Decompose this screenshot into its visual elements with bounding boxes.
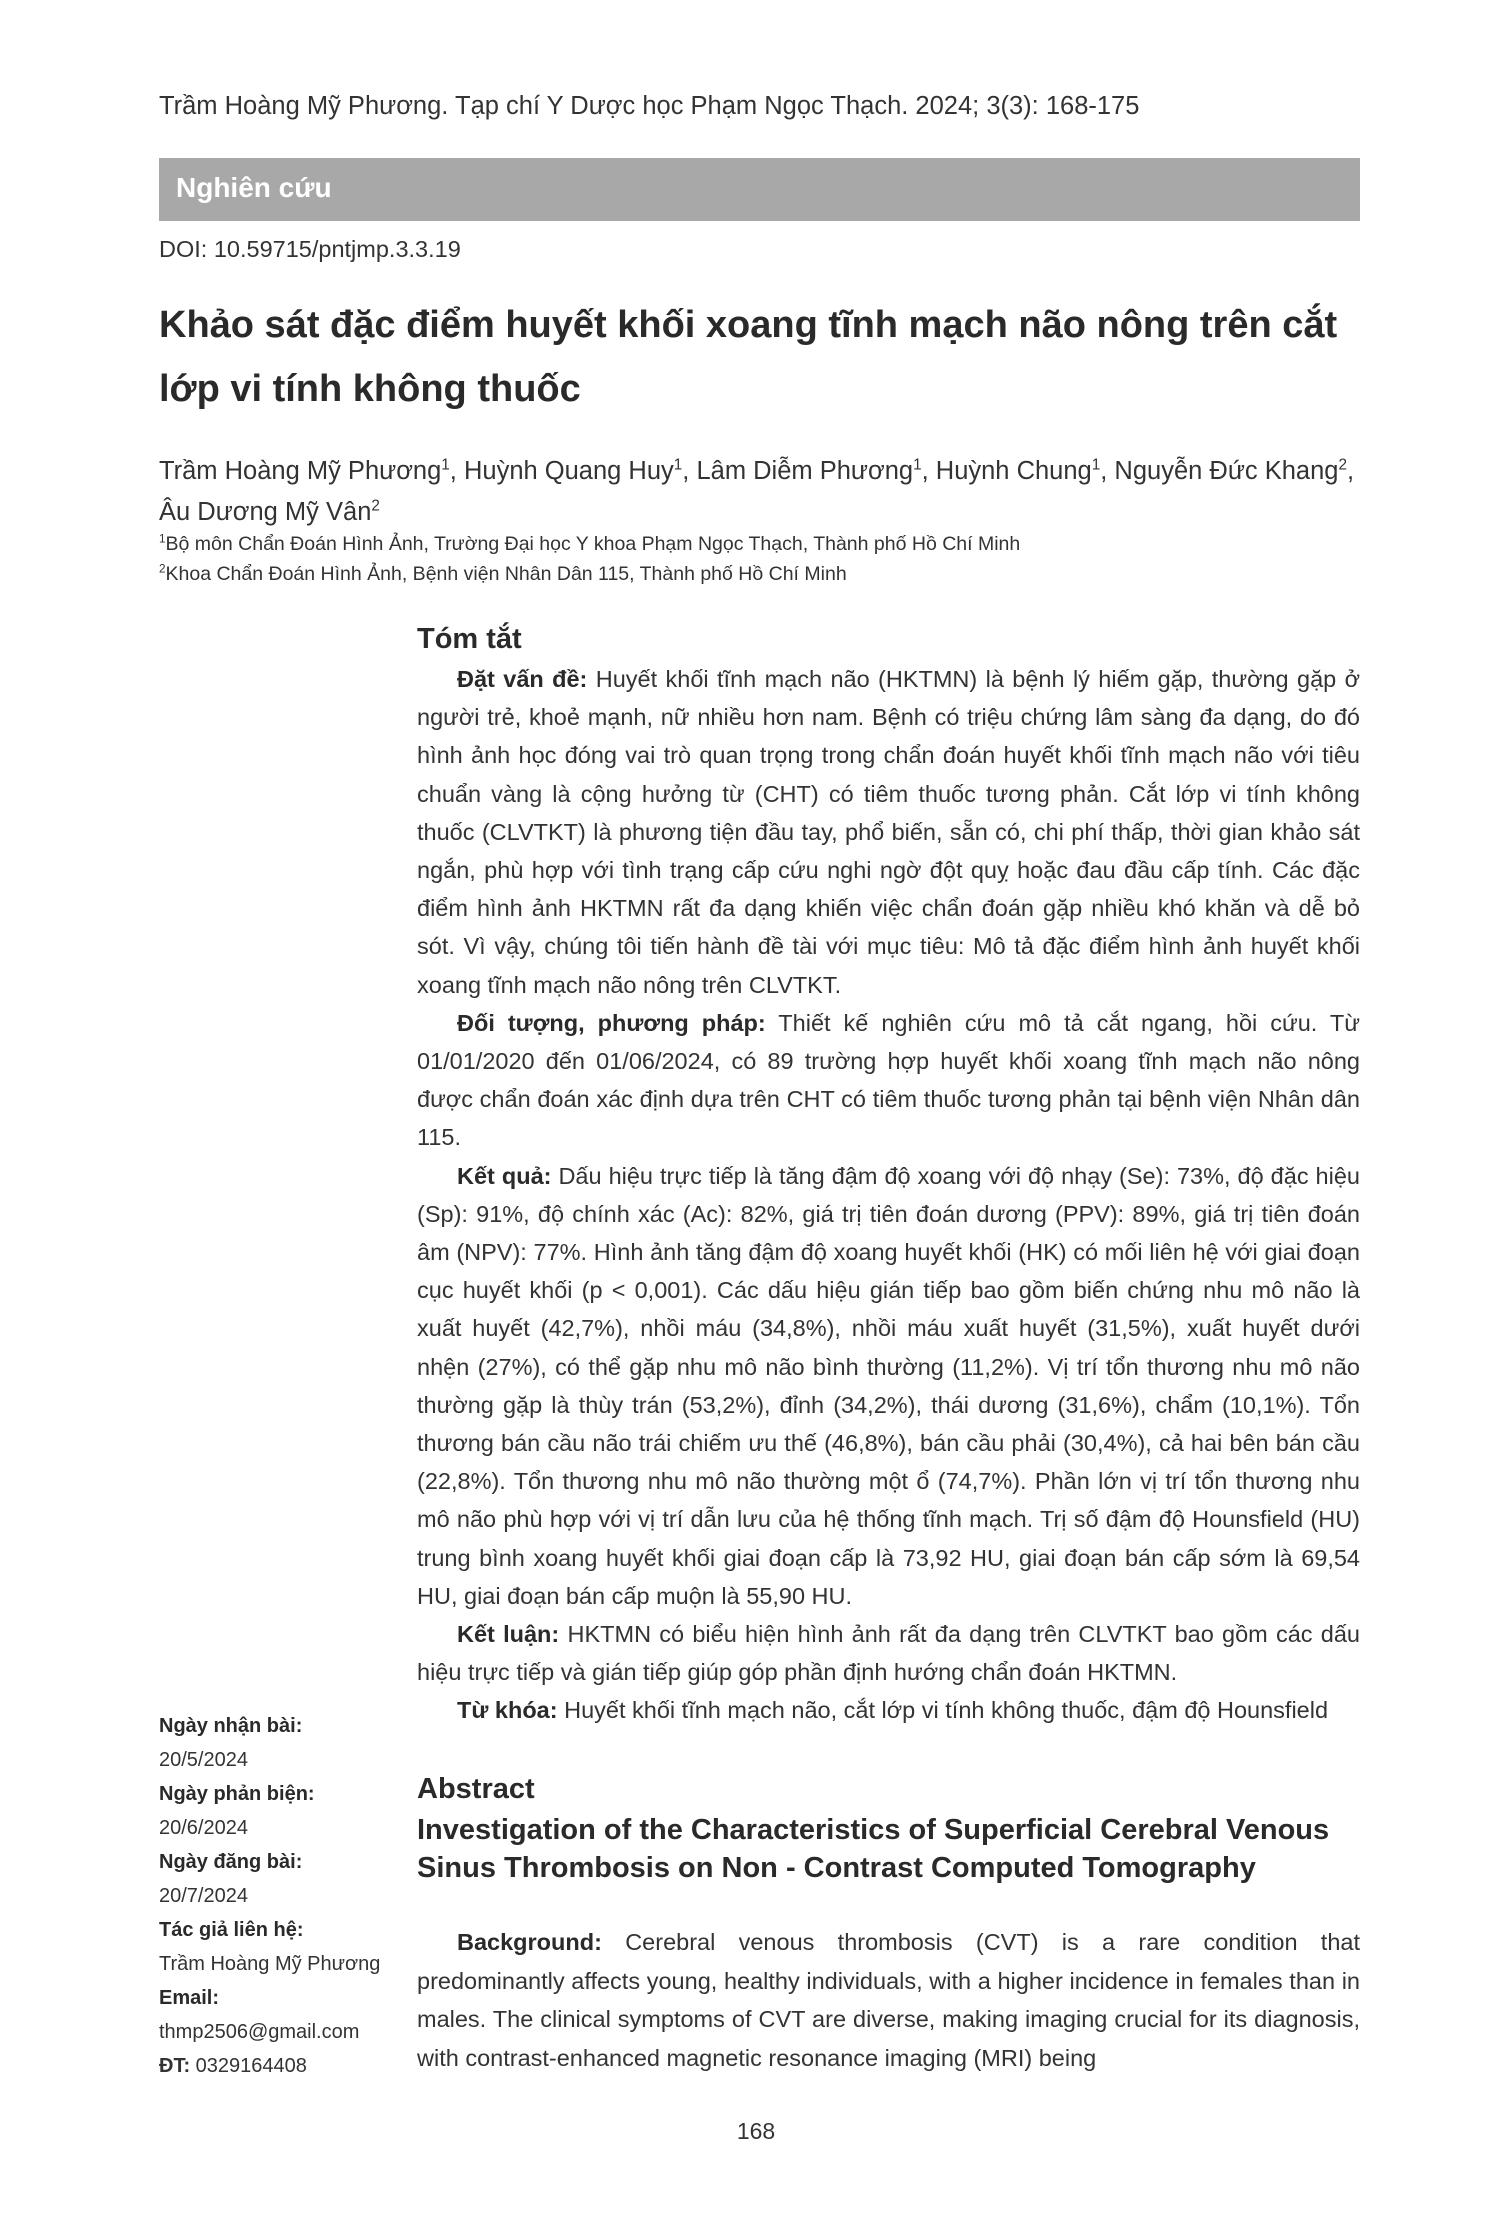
summary-paragraph: Kết quả: Dấu hiệu trực tiếp là tăng đậm độ xoang với độ nhạy (Se): 73%, độ đặc hiệu (Sp): 91%, độ chính xác (Ac): 82%, giá trị tiên đoán dương (PPV): 89%, giá trị tiên đoán âm (NPV): 77%. Hình ảnh tăng đậm độ xoang huyết khối (HK) có mối liên hệ với giai đoạn cục huyết khối (p < 0,001). Các dấu hiệu gián tiếp bao gồm biến chứng nhu mô não là xuất huyết (42,7%), nhồi máu (34,8%), nhồi máu xuất huyết (31,5%), xuất huyết dưới nhện (27%), có thể gặp nhu mô não bình thường (11,2%). Vị trí tổn thương nhu mô não thường gặp là thùy trán (53,2%), đỉnh (34,2%), thái dương (31,6%), chẩm (10,1%). Tổn thương bán cầu não trái chiếm ưu thế (46,8%), bán cầu phải (30,4%), cả hai bên bán cầu (22,8%). Tổn thương nhu mô não thường một ổ (74,7%). Phần lớn vị trí tổn thương nhu mô não phù hợp với vị trí dẫn lưu của hệ thống tĩnh mạch. Trị số đậm độ Hounsfield (HU) trung bình xoang huyết khối giai đoạn cấp là 73,92 HU, giai đoạn bán cấp sớm là 69,54 HU, giai đoạn bán cấp muộn là 55,90 HU. [417,1162,1360,1609]
summary-paragraph: Đối tượng, phương pháp: Thiết kế nghiên cứu mô tả cắt ngang, hồi cứu. Từ 01/01/2020 đến 01/06/2024, có 89 trường hợp huyết khối xoang tĩnh mạch não nông được chẩn đoán xác định dựa trên CHT có tiêm thuốc tương phản tại bệnh viện Nhân dân 115. [417,1009,1360,1151]
keywords: Từ khóa: Huyết khối tĩnh mạch não, cắt lớp vi tính không thuốc, đậm độ Hounsfield [457,1697,1329,1724]
abstract-heading: Abstract [417,1773,535,1805]
abstract-body [417,1923,1360,2077]
author: Huỳnh Chung$^1$, [935,456,1115,485]
phone-number: 0329164408 [195,2055,307,2077]
author: Âu Dương Mỹ Vân$^2$ [159,497,380,526]
phone-line [159,2049,409,2083]
email-label: Email: [159,1987,220,2009]
affiliation: $^1$Bộ môn Chẩn Đoán Hình Ảnh, Trường Đại học Y khoa Phạm Ngọc Thạch, Thành phố Hồ Chí Minh [159,532,1021,555]
phone-label: ĐT: [159,2055,191,2077]
reviewed-date: 20/6/2024 [159,1817,248,1839]
summary-heading: Tóm tắt [417,623,522,655]
article-title: Khảo sát đặc điểm huyết khối xoang tĩnh mạch não nông trên cắt lớp vi tính không thuốc [159,304,1338,410]
author: Huỳnh Quang Huy$^1$, [463,456,697,485]
published-label: Ngày đăng bài: [159,1851,303,1873]
section-band [159,158,1360,221]
received-label: Ngày nhận bài: [159,1715,303,1737]
summary-paragraph: Kết luận: HKTMN có biểu hiện hình ảnh rất đa dạng trên CLVTKT bao gồm các dấu hiệu trực tiếp và gián tiếp giúp góp phần định hướng chẩn đoán HKTMN. [417,1621,1361,1686]
page-number: 168 [736,2118,776,2144]
contact-author: Trầm Hoàng Mỹ Phương [159,1953,381,1975]
author-list [159,451,1379,533]
article-info-sidebar [159,1709,409,2083]
author: Trầm Hoàng Mỹ Phương$^1$, [159,456,464,485]
journal-citation: Trầm Hoàng Mỹ Phương. Tạp chí Y Dược học Phạm Ngọc Thạch. 2024; 3(3): 168-175 [159,92,1140,120]
abstract-paragraph: Background: Cerebral venous thrombosis (CVT) is a rare condition that predominantly affects young, healthy individuals, with a higher incidence in females than in males. The clinical symptoms of CVT are diverse, making imaging crucial for its diagnosis, with contrast-enhanced magnetic resonance imaging (MRI) being [417,1929,1360,2071]
reviewed-label: Ngày phản biện: [159,1783,315,1805]
published-date: 20/7/2024 [159,1885,248,1907]
abstract-title: Investigation of the Characteristics of Superficial Cerebral Venous Sinus Thrombosis on Non - Contrast Computed Tomography [417,1814,1330,1884]
section-label: Nghiên cứu [176,172,332,203]
affiliation: $^2$Khoa Chẩn Đoán Hình Ảnh, Bệnh viện Nhân Dân 115, Thành phố Hồ Chí Minh [159,562,847,585]
summary-body [417,660,1360,1730]
contact-label: Tác giả liên hệ: [159,1919,304,1941]
author: Lâm Diễm Phương$^1$, [696,456,936,485]
email-address[interactable]: thmp2506@gmail.com [159,2021,360,2043]
doi: DOI: 10.59715/pntjmp.3.3.19 [159,236,461,262]
author: Nguyễn Đức Khang$^2$, [1114,456,1355,485]
summary-paragraph: Đặt vấn đề: Huyết khối tĩnh mạch não (HKTMN) là bệnh lý hiếm gặp, thường gặp ở người trẻ, khoẻ mạnh, nữ nhiều hơn nam. Bệnh có triệu chứng lâm sàng đa dạng, do đó hình ảnh học đóng vai trò quan trọng trong chẩn đoán huyết khối tĩnh mạch não với tiêu chuẩn vàng là cộng hưởng từ (CHT) có tiêm thuốc tương phản. Cắt lớp vi tính không thuốc (CLVTKT) là phương tiện đầu tay, phổ biến, sẵn có, chi phí thấp, thời gian khảo sát ngắn, phù hợp với tình trạng cấp cứu nghi ngờ đột quỵ hoặc đau đầu cấp tính. Các đặc điểm hình ảnh HKTMN rất đa dạng khiến việc chẩn đoán gặp nhiều khó khăn và dễ bỏ sót. Vì vậy, chúng tôi tiến hành đề tài với mục tiêu: Mô tả đặc điểm hình ảnh huyết khối xoang tĩnh mạch não nông trên CLVTKT. [417,666,1360,998]
received-date: 20/5/2024 [159,1749,248,1771]
